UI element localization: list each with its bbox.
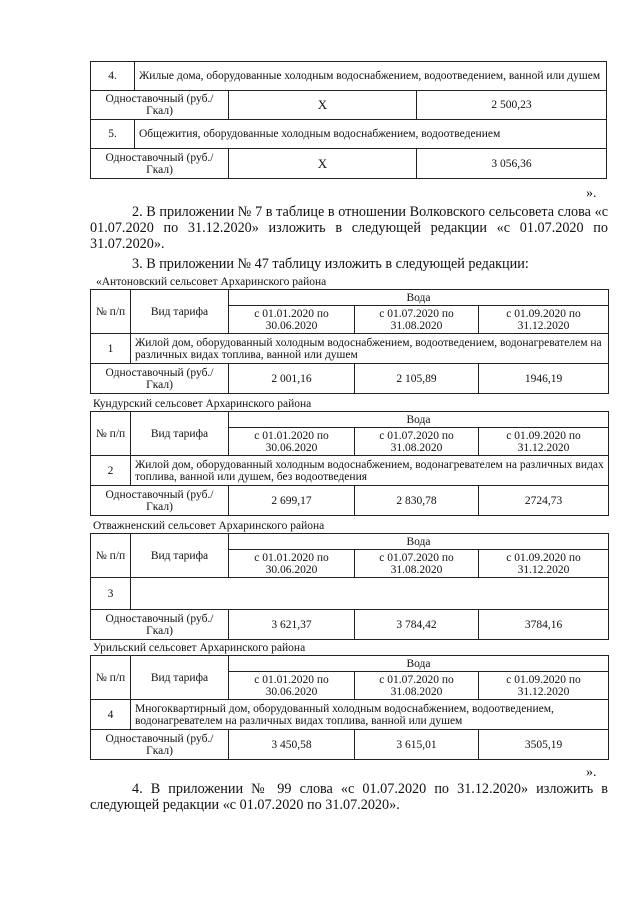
header-num: № п/п [91, 534, 131, 578]
header-period-2: с 01.07.2020 по 31.08.2020 [355, 428, 479, 456]
header-water: Вода [229, 656, 609, 672]
rate-label: Одноставочный (руб./Гкал) [91, 149, 229, 179]
header-tariff: Вид тарифа [131, 290, 229, 334]
row-number: 4. [91, 62, 135, 91]
value-period-3: 1946,19 [479, 364, 609, 394]
rate-x-cell: Х [229, 91, 417, 120]
header-num: № п/п [91, 290, 131, 334]
header-water: Вода [229, 534, 609, 550]
paragraph-2: 2. В приложении № 7 в таблице в отношении Волковского сельсовета слова «с 01.07.2020 по 31.12.2020» изложить в следующей редакции «с 01.07.2020 по 31.07.2020». [90, 204, 608, 252]
value-period-2: 2 830,78 [355, 486, 479, 516]
header-period-2: с 01.07.2020 по 31.08.2020 [355, 550, 479, 578]
header-period-3: с 01.09.2020 по 31.12.2020 [479, 428, 609, 456]
tariff-table-3 [90, 533, 609, 640]
rate-label: Одноставочный (руб./Гкал) [91, 730, 229, 760]
row-number: 2 [91, 456, 131, 486]
category-description: Жилой дом, оборудованный холодным водоснабжением, водоотведением, водонагревателем на различных видах топлива, ванной или душем [131, 334, 609, 364]
value-period-2: 3 784,42 [355, 610, 479, 640]
header-num: № п/п [91, 656, 131, 700]
header-period-1: с 01.01.2020 по 30.06.2020 [229, 306, 355, 334]
value-period-3: 3505,19 [479, 730, 609, 760]
section-title: Отважненский сельсовет Архаринского района [93, 520, 325, 532]
tariff-table-2 [90, 411, 609, 516]
closing-quote: ». [586, 186, 597, 201]
rate-value: 3 056,36 [417, 149, 607, 179]
header-water: Вода [229, 412, 609, 428]
header-period-3: с 01.09.2020 по 31.12.2020 [479, 672, 609, 700]
header-period-1: с 01.01.2020 по 30.06.2020 [229, 672, 355, 700]
rate-label: Одноставочный (руб./Гкал) [91, 610, 229, 640]
closing-quote: ». [586, 765, 597, 780]
value-period-1: 3 450,58 [229, 730, 355, 760]
header-water: Вода [229, 290, 609, 306]
category-description: Жилой дом, оборудованный холодным водоснабжением, водонагревателем на различных видах топлива, ванной или душем, без водоотведения [131, 456, 609, 486]
paragraph-3: 3. В приложении № 47 таблицу изложить в следующей редакции: [132, 256, 529, 272]
row-number: 3 [91, 578, 131, 610]
rate-label: Одноставочный (руб./Гкал) [91, 364, 229, 394]
section-title: «Антоновский сельсовет Архаринского района [96, 276, 327, 288]
value-period-3: 3784,16 [479, 610, 609, 640]
category-description: Общежития, оборудованные холодным водоснабжением, водоотведением [135, 120, 607, 149]
category-description: Жилые дома, оборудованные холодным водоснабжением, водоотведением, ванной или душем [135, 62, 607, 91]
row-number: 4 [91, 700, 131, 730]
header-tariff: Вид тарифа [131, 412, 229, 456]
header-period-1: с 01.01.2020 по 30.06.2020 [229, 428, 355, 456]
header-num: № п/п [91, 412, 131, 456]
header-period-3: с 01.09.2020 по 31.12.2020 [479, 550, 609, 578]
tariff-table-4 [90, 655, 609, 760]
header-period-1: с 01.01.2020 по 30.06.2020 [229, 550, 355, 578]
rate-x-cell: Х [229, 149, 417, 179]
section-title: Кундурский сельсовет Архаринского района [93, 398, 312, 410]
category-description: Многоквартирный дом, оборудованный холодным водоснабжением, водоотведением, водонагревателем на различных видах топлива, ванной или душем [131, 700, 609, 730]
header-period-3: с 01.09.2020 по 31.12.2020 [479, 306, 609, 334]
value-period-1: 3 621,37 [229, 610, 355, 640]
rate-label: Одноставочный (руб./Гкал) [91, 486, 229, 516]
paragraph-4: 4. В приложении № 99 слова «с 01.07.2020 по 31.12.2020» изложить в следующей редакции «с 01.07.2020 по 31.07.2020». [90, 781, 608, 813]
value-period-1: 2 001,16 [229, 364, 355, 394]
header-tariff: Вид тарифа [131, 656, 229, 700]
value-period-2: 3 615,01 [355, 730, 479, 760]
rate-value: 2 500,23 [417, 91, 607, 120]
header-tariff: Вид тарифа [131, 534, 229, 578]
header-period-2: с 01.07.2020 по 31.08.2020 [355, 306, 479, 334]
section-title: Урильский сельсовет Архаринского района [93, 642, 306, 654]
value-period-3: 2724,73 [479, 486, 609, 516]
row-number: 5. [91, 120, 135, 149]
category-description [131, 578, 609, 610]
value-period-1: 2 699,17 [229, 486, 355, 516]
row-number: 1 [91, 334, 131, 364]
rate-label: Одноставочный (руб./Гкал) [91, 91, 229, 120]
value-period-2: 2 105,89 [355, 364, 479, 394]
tariff-table-1 [90, 289, 609, 394]
header-period-2: с 01.07.2020 по 31.08.2020 [355, 672, 479, 700]
top-tariff-table [90, 61, 607, 179]
